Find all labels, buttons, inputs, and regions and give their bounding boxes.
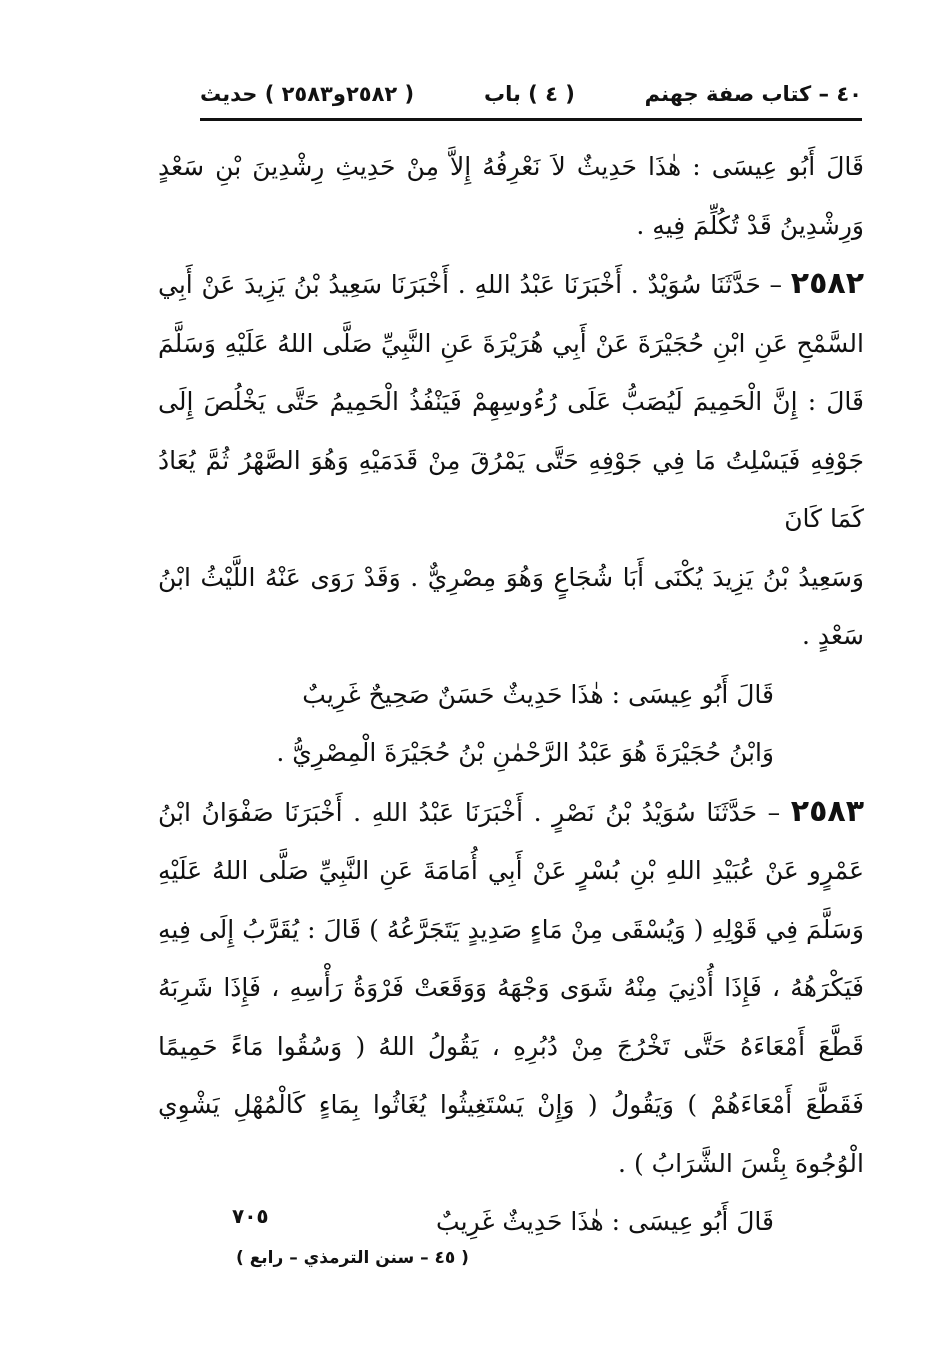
bab-label: ( ٤ ) باب: [483, 82, 575, 106]
hadith-text: – حَدَّثَنَا سُوَيْدٌ . أَخْبَرَنَا عَبْدُ اللهِ . أَخْبَرَنَا سَعِيدُ بْنُ يَزِيدَ عَنْ أَبِي السَّمْحِ عَنِ ابْنِ حُجَيْرَةَ عَنْ أَبِي هُرَيْرَةَ عَنِ النَّبِيِّ صَلَّى اللهُ عَلَيْهِ وَسَلَّمَ قَالَ : إِنَّ الْحَمِيمَ لَيُصَبُّ عَلَى رُءُوسِهِمْ فَيَنْفُذُ الْحَمِيمُ حَتَّى يَخْلُصَ إِلَى جَوْفِهِ فَيَسْلِتُ مَا فِي جَوْفِهِ حَتَّى يَمْرُقَ مِنْ قَدَمَيْهِ وَهُوَ الصَّهْرُ ثُمَّ يُعَادُ كَمَا كَانَ: [158, 270, 864, 533]
paragraph-comment-1: قَالَ أَبُو عِيسَى : هٰذَا حَدِيثٌ لاَ نَعْرِفُهُ إِلاَّ مِنْ حَدِيثِ رِشْدِينَ بْنِ سَعْدٍ وَرِشْدِينُ قَدْ تُكُلِّمَ فِيهِ .: [158, 152, 864, 240]
hadith-number: ٢٥٨٢: [790, 266, 865, 301]
page-number: ٧٠٥: [232, 1204, 269, 1228]
page-header: [200, 74, 862, 114]
paragraph-comment-final: قَالَ أَبُو عِيسَى : هٰذَا حَدِيثٌ غَرِيبٌ: [436, 1207, 774, 1236]
page-body: [158, 138, 864, 1252]
chapter-title: ٤٠ – كتاب صفة جهنم: [644, 82, 862, 106]
hadith-number: ٢٥٨٣: [790, 793, 865, 829]
header-rule: [200, 118, 862, 121]
paragraph-ibn-hujayra: وَابْنُ حُجَيْرَةَ هُوَ عَبْدُ الرَّحْمٰنِ بْنُ حُجَيْرَةَ الْمِصْرِيُّ .: [276, 738, 774, 767]
paragraph-narrator-note: وَسَعِيدُ بْنُ يَزِيدَ يُكْنَى أَبَا شُجَاعٍ وَهُوَ مِصْرِيٌّ . وَقَدْ رَوَى عَنْهُ اللَّيْثُ ابْنُ سَعْدٍ .: [158, 562, 864, 650]
hadith-2582: [158, 255, 864, 549]
hadith-text: – حَدَّثَنَا سُوَيْدُ بْنُ نَصْرٍ . أَخْبَرَنَا عَبْدُ اللهِ . أَخْبَرَنَا صَفْوَانُ ابْنُ عَمْرٍو عَنْ عُبَيْدِ اللهِ بْنِ بُسْرٍ عَنْ أَبِي أُمَامَةَ عَنِ النَّبِيِّ صَلَّى اللهُ عَلَيْهِ وَسَلَّمَ فِي قَوْلِهِ ( وَيُسْقَى مِنْ مَاءٍ صَدِيدٍ يَتَجَرَّعُهُ ) قَالَ : يُقَرَّبُ إِلَى فِيهِ فَيَكْرَهُهُ ، فَإِذَا أُدْنِيَ مِنْهُ شَوَى وَجْهَهُ وَوَقَعَتْ فَرْوَةُ رَأْسِهِ ، فَإِذَا شَرِبَهُ قَطَّعَ أَمْعَاءَهُ حَتَّى تَخْرُجَ مِنْ دُبُرِهِ ، يَقُولُ اللهُ ( وَسُقُوا مَاءً حَمِيمًا فَقَطَّعَ أَمْعَاءَهُمْ ) وَيَقُولُ ( وَإِنْ يَسْتَغِيثُوا يُغَاثُوا بِمَاءٍ كَالْمُهْلِ يَشْوِي الْوُجُوهَ بِئْسَ الشَّرَابُ ) .: [158, 797, 864, 1178]
hadith-range: ( ٢٥٨٢و٢٥٨٣ ) حديث: [200, 82, 415, 106]
paragraph-grading: قَالَ أَبُو عِيسَى : هٰذَا حَدِيثٌ حَسَنٌ صَحِيحٌ غَرِيبٌ: [302, 679, 774, 709]
signature-mark: ( ٤٥ – سنن الترمذي – رابع ): [236, 1248, 469, 1268]
hadith-2583: [158, 783, 864, 1194]
